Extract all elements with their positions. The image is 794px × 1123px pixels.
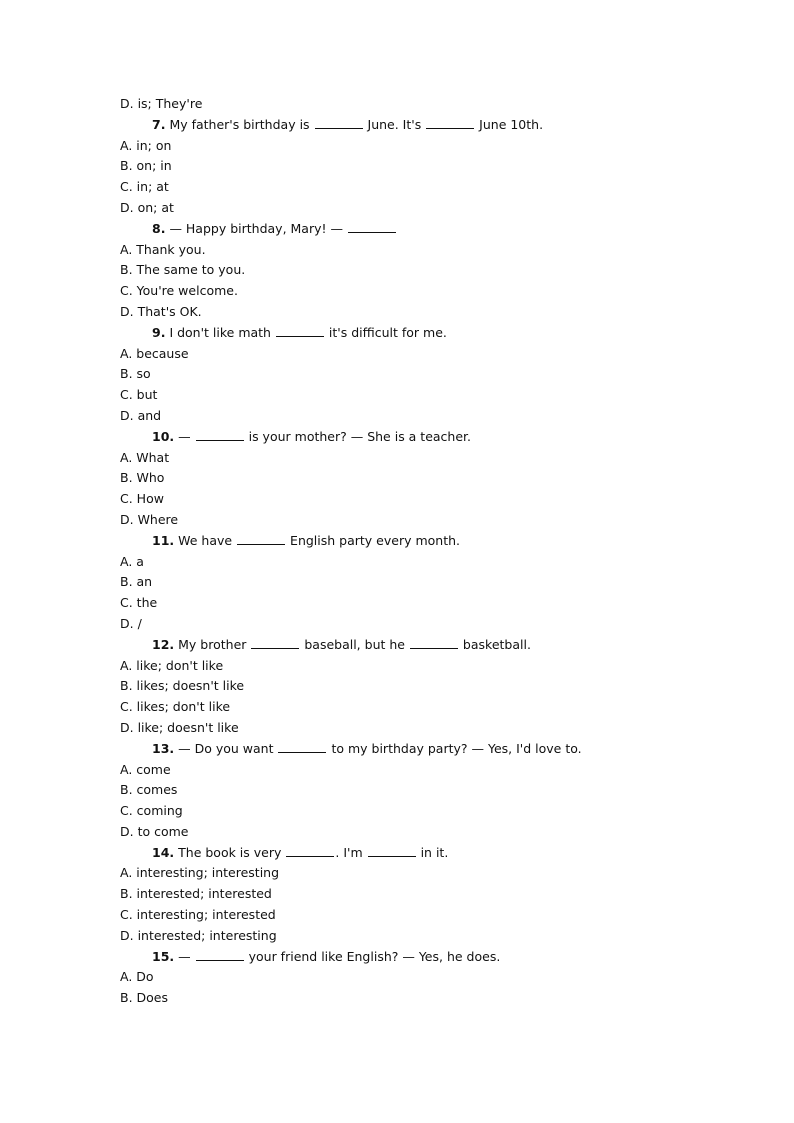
question-text: My father's birthday is (169, 116, 314, 132)
question-number: 15. (152, 948, 175, 964)
answer-option: C. in; at (120, 179, 169, 195)
answer-option: A. come (120, 761, 171, 777)
question-number: 13. (152, 740, 175, 756)
answer-option: B. Does (120, 990, 168, 1006)
question-text: June. It's (363, 116, 426, 132)
answer-blank (276, 324, 324, 337)
question-text: — Happy birthday, Mary! — (169, 220, 347, 236)
question-text: in it. (416, 844, 449, 860)
answer-blank (278, 740, 326, 753)
answer-blank (348, 220, 396, 233)
answer-option: A. a (120, 553, 144, 569)
answer-option: D. to come (120, 823, 189, 839)
answer-option: A. like; don't like (120, 657, 224, 673)
question-number: 10. (152, 428, 175, 444)
question-text: it's difficult for me. (324, 324, 447, 340)
answer-option: D. is; They're (120, 96, 203, 111)
answer-option: D. like; doesn't like (120, 719, 239, 735)
question-text: My brother (178, 636, 251, 652)
answer-option: A. Thank you. (120, 241, 206, 257)
question-stem (120, 427, 680, 448)
answer-option: C. coming (120, 803, 183, 819)
answer-option: D. interested; interesting (120, 927, 277, 943)
question-number: 8. (152, 220, 166, 236)
answer-option: B. on; in (120, 158, 172, 174)
answer-option: D. and (120, 407, 162, 423)
question-stem (120, 739, 680, 760)
question-stem (120, 219, 680, 240)
answer-blank (196, 948, 244, 961)
answer-option: A. in; on (120, 137, 172, 153)
answer-option: D. That's OK. (120, 303, 202, 319)
question-stem (120, 843, 680, 864)
answer-option: A. interesting; interesting (120, 865, 280, 881)
answer-blank (251, 636, 299, 649)
answer-blank (286, 844, 334, 857)
answer-blank (196, 428, 244, 441)
answer-option: D. Where (120, 511, 179, 527)
answer-option: A. Do (120, 969, 154, 985)
question-text: to my birthday party? — Yes, I'd love to. (327, 740, 582, 756)
question-text: is your mother? — She is a teacher. (244, 428, 472, 444)
question-text: We have (178, 532, 237, 548)
question-stem (120, 635, 680, 656)
answer-option: C. How (120, 491, 164, 507)
answer-option: C. the (120, 595, 158, 611)
question-text: — Do you want (178, 740, 278, 756)
question-number: 14. (152, 844, 175, 860)
question-stem (120, 947, 680, 968)
answer-option: B. Who (120, 470, 165, 486)
answer-blank (410, 636, 458, 649)
answer-option: B. comes (120, 782, 178, 798)
question-list (120, 94, 680, 1009)
answer-option: C. likes; don't like (120, 699, 231, 715)
answer-option: A. What (120, 449, 170, 465)
question-text: your friend like English? — Yes, he does. (244, 948, 501, 964)
answer-option: A. because (120, 345, 189, 361)
question-text: English party every month. (286, 532, 460, 548)
answer-option: B. so (120, 366, 151, 382)
question-number: 9. (152, 324, 166, 340)
question-text: basketball. (458, 636, 531, 652)
question-text: The book is very (178, 844, 286, 860)
answer-blank (368, 844, 416, 857)
answer-option: D. / (120, 615, 142, 631)
question-stem (120, 323, 680, 344)
answer-option: C. but (120, 387, 158, 403)
question-text: . I'm (335, 844, 367, 860)
answer-blank (315, 116, 363, 129)
answer-blank (426, 116, 474, 129)
answer-option: B. interested; interested (120, 886, 272, 902)
answer-option: C. You're welcome. (120, 283, 238, 299)
answer-option: B. The same to you. (120, 262, 246, 278)
question-number: 7. (152, 116, 166, 132)
answer-blank (237, 532, 285, 545)
question-text: — (178, 948, 195, 964)
question-stem (120, 531, 680, 552)
answer-option: C. interesting; interested (120, 907, 276, 923)
answer-option: D. on; at (120, 199, 174, 215)
question-number: 11. (152, 532, 175, 548)
question-text: baseball, but he (300, 636, 409, 652)
answer-option: B. likes; doesn't like (120, 678, 245, 694)
answer-option: B. an (120, 574, 153, 590)
question-text: June 10th. (475, 116, 544, 132)
question-text: — (178, 428, 195, 444)
question-text: I don't like math (169, 324, 275, 340)
question-number: 12. (152, 636, 175, 652)
question-stem (120, 115, 680, 136)
